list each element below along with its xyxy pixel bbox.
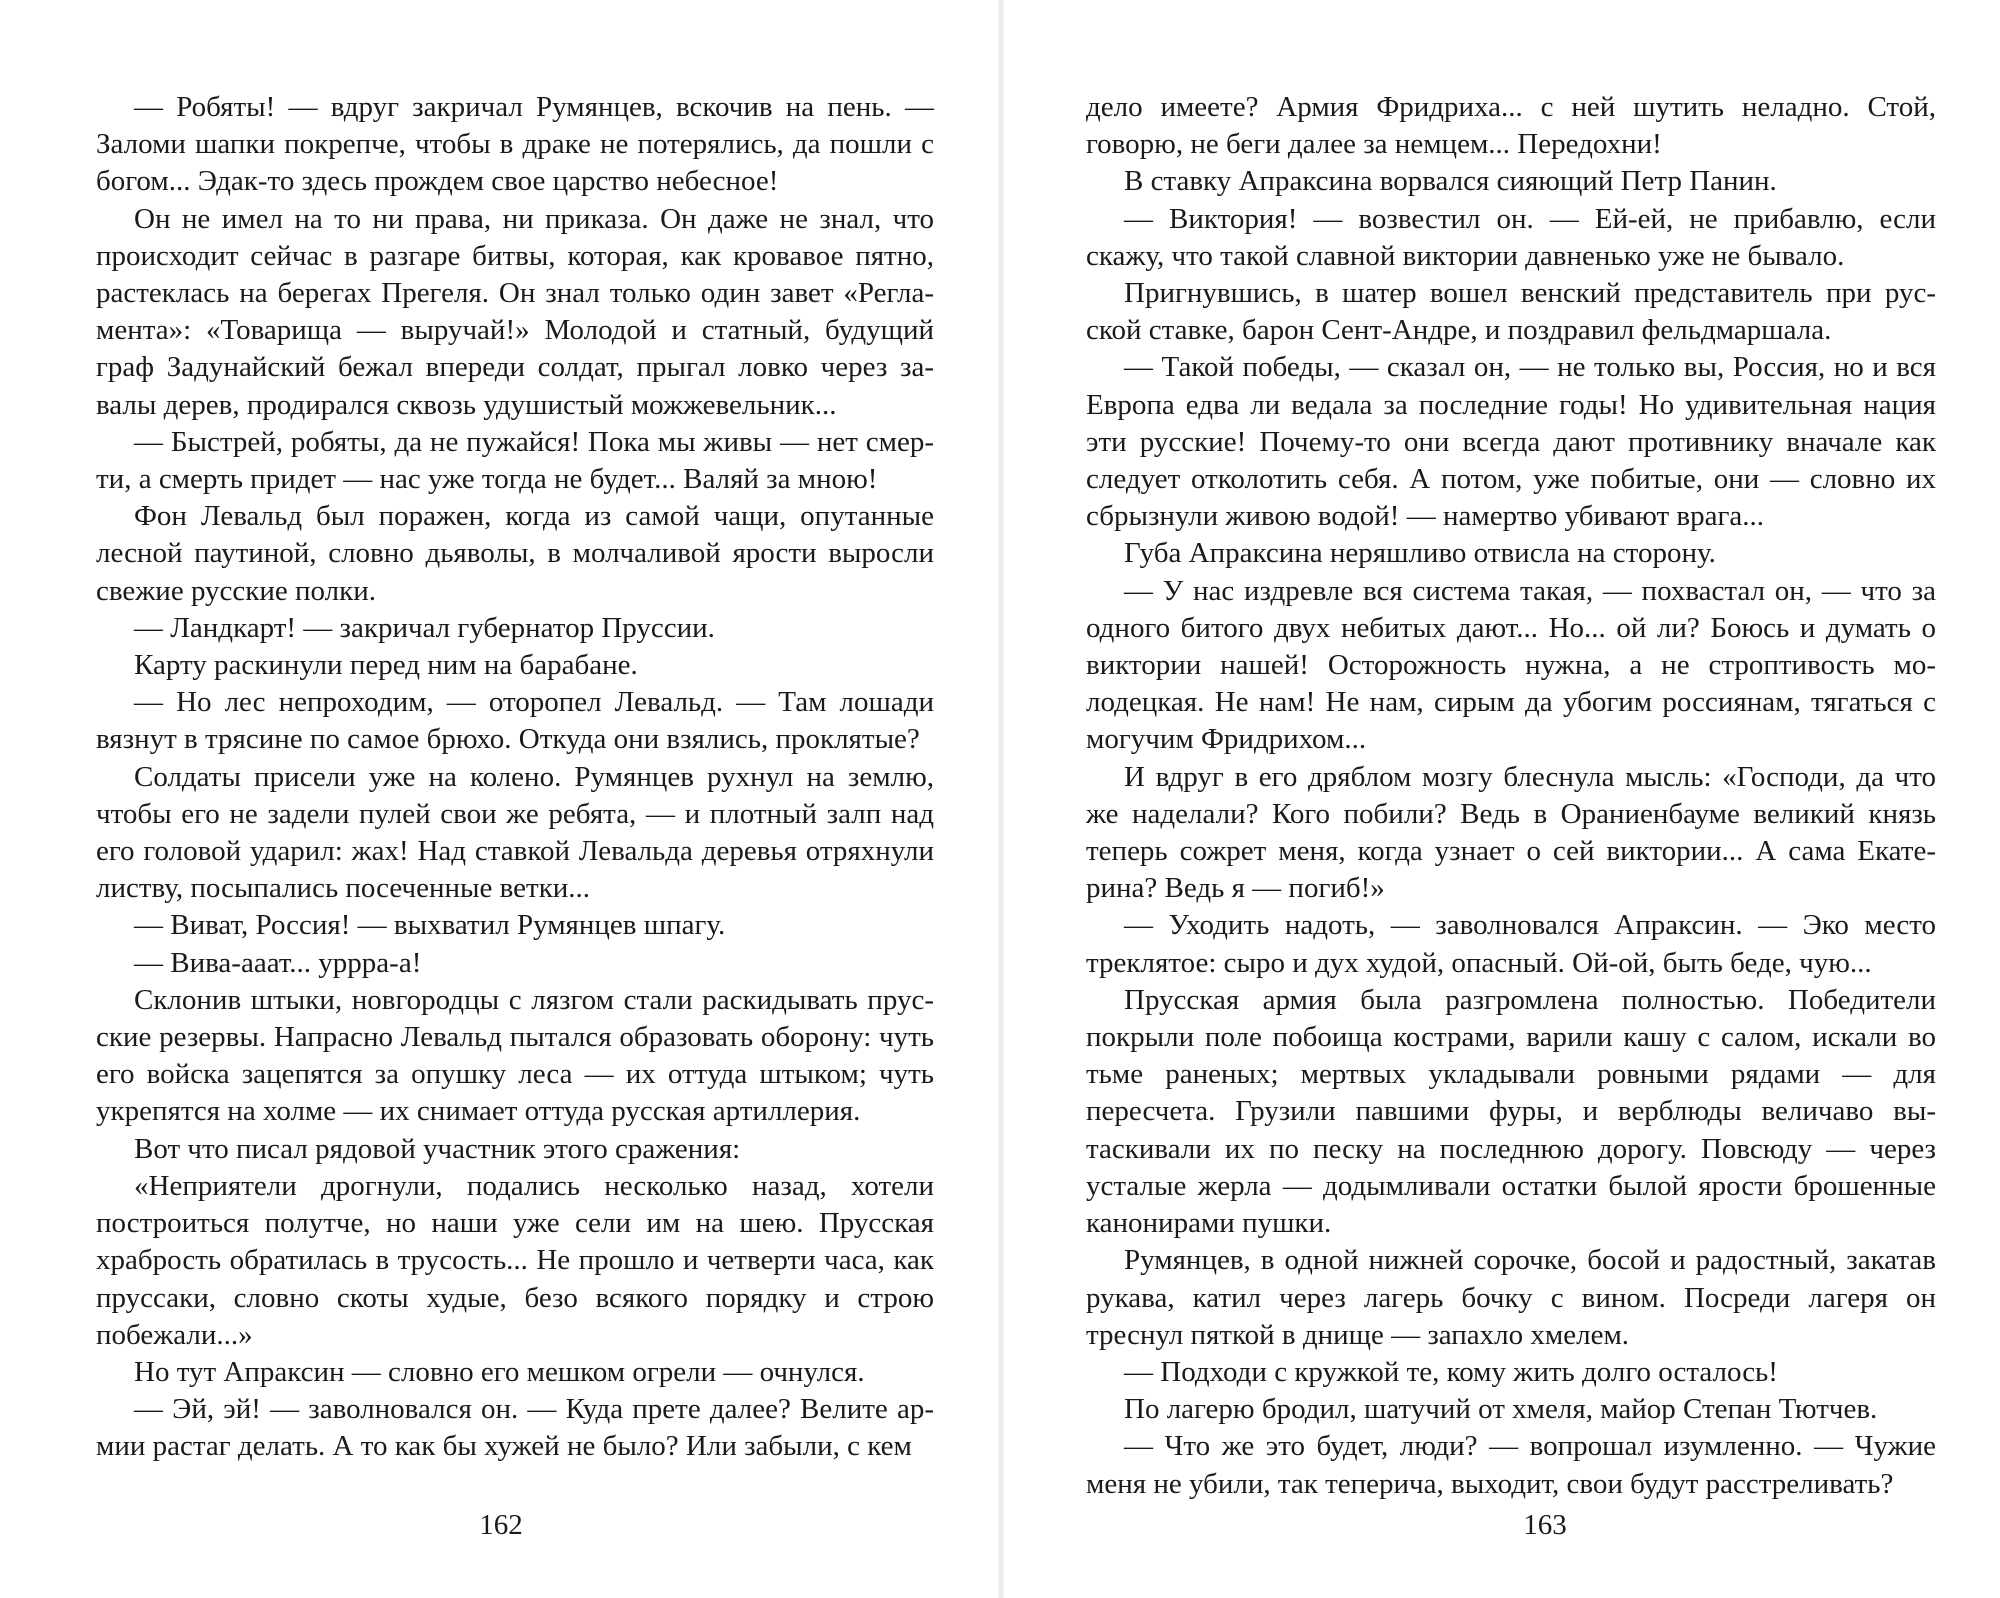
- paragraph: — Робяты! — вдруг закричал Румянцев, вскочив на пень. — Заломи шапки покрепче, чтобы в драке не потерялись, да пошли с богом... Эдак-то здесь прождем свое царство небесное!: [96, 91, 934, 198]
- paragraph: Он не имел на то ни права, ни приказа. Он даже не знал, что происходит сейчас в разгаре битвы, которая, как кровавое пятно, растеклась на берегах Прегеля. Он знал только один завет «Регламента»: «Товарища — выручай!» Молодой и статный, будущий граф Задунайский бежал впереди солдат, прыгал ловко через завалы дерев, продирался сквозь удушистый можжевельник...: [96, 202, 934, 421]
- paragraph: — У нас издревле вся система такая, — похвастал он, — что за одного битого двух небитых дают... Но... ой ли? Боюсь и думать о виктории нашей! Осторожность нужна, а не строптивость молодецкая. Не нам! Не нам, сирым да убогим россиянам, тягаться с могучим Фридрихом...: [1086, 574, 1936, 756]
- paragraph: — Такой победы, — сказал он, — не только вы, Россия, но и вся Европа едва ли ведала за последние годы! Но удивительная нация эти русские! Почему-то они всегда дают противнику вначале как следует отколотить себя. А потом, уже побитые, они — словно их сбрызнули живою водой! — намертво убивают врага...: [1086, 351, 1936, 533]
- paragraph: Вот что писал рядовой участник этого сражения:: [134, 1132, 741, 1165]
- paragraph: — Виват, Россия! — выхватил Румянцев шпагу.: [134, 909, 726, 942]
- paragraph: Карту раскинули перед ним на барабане.: [134, 649, 638, 682]
- paragraph: Пригнувшись, в шатер вошел венский представитель при русской ставке, барон Сент-Андре, и поздравил фельдмаршала.: [1086, 277, 1936, 347]
- right-page-text: [1086, 89, 1936, 1503]
- page-number-left: 162: [479, 1509, 523, 1541]
- paragraph-continued: дело имеете? Армия Фридриха... с ней шутить неладно. Стой, говорю, не беги далее за немцем... Передохни!: [1086, 91, 1936, 161]
- paragraph: Но тут Апраксин — словно его мешком огрели — очнулся.: [134, 1355, 865, 1388]
- paragraph: Склонив штыки, новгородцы с лязгом стали раскидывать прусские резервы. Напрасно Левальд пытался образовать оборону: чуть его войска зацепятся за опушку леса — их оттуда штыком; чуть укрепятся на холме — их снимает оттуда русская артиллерия.: [96, 983, 934, 1128]
- paragraph: Фон Левальд был поражен, когда из самой чащи, опутанные лесной паутиной, словно дьяволы, в молчаливой ярости выросли свежие русские полки.: [96, 500, 934, 607]
- paragraph: — Но лес непроходим, — оторопел Левальд. — Там лошади вязнут в трясине по самое брюхо. Откуда они взялись, проклятые?: [96, 686, 934, 756]
- paragraph: — Быстрей, робяты, да не пужайся! Пока мы живы — нет смерти, а смерть придет — нас уже тогда не будет... Валяй за мною!: [96, 425, 934, 496]
- paragraph: — Уходить надоть, — заволновался Апраксин. — Эко место треклятое: сыро и дух худой, опасный. Ой-ой, быть беде, чую...: [1086, 909, 1936, 979]
- left-page-text: [96, 89, 934, 1466]
- right-page: [1004, 0, 2000, 1598]
- paragraph: По лагерю бродил, шатучий от хмеля, майор Степан Тютчев.: [1124, 1393, 1878, 1426]
- paragraph: — Эй, эй! — заволновался он. — Куда прете далее? Велите армии растаг делать. А то как бы хужей не было? Или забыли, с кем: [96, 1393, 934, 1463]
- paragraph: Солдаты присели уже на колено. Румянцев рухнул на землю, чтобы его не задели пулей свои же ребята, — и плотный залп над его головой ударил: жах! Над ставкой Левальда деревья отряхнули листву, посыпались посеченные ветки...: [96, 760, 934, 905]
- quote-paragraph: «Неприятели дрогнули, подались несколько назад, хотели построиться полутче, но наши уже сели им на шею. Прусская храбрость обратилась в трусость... Не прошло и четверти часа, как пруссаки, словно скоты худые, безо всякого порядку и строю побежали...»: [96, 1169, 934, 1351]
- paragraph: — Виктория! — возвестил он. — Ей-ей, не прибавлю, если скажу, что такой славной виктории давненько уже не бывало.: [1086, 202, 1936, 272]
- left-page: [0, 0, 998, 1598]
- paragraph: — Подходи с кружкой те, кому жить долго осталось!: [1124, 1355, 1778, 1388]
- paragraph: И вдруг в его дряблом мозгу блеснула мысль: «Господи, да что же наделали? Кого побили? Ведь в Ораниенбауме великий князь теперь сожрет меня, когда узнает о сей виктории... А сама Екатерина? Ведь я — погиб!»: [1086, 760, 1936, 905]
- paragraph: Губа Апраксина неряшливо отвисла на сторону.: [1124, 537, 1716, 570]
- paragraph: Прусская армия была разгромлена полностью. Победители покрыли поле побоища кострами, варили кашу с салом, искали во тьме раненых; мертвых укладывали ровными рядами — для пересчета. Грузили павшими фуры, и верблюды величаво вытаскивали их по песку на последнюю дорогу. Повсюду — через усталые жерла — додымливали остатки былой ярости брошенные канонирами пушки.: [1086, 983, 1936, 1240]
- paragraph: — Что же это будет, люди? — вопрошал изумленно. — Чужие меня не убили, так теперича, выходит, свои будут расстреливать?: [1086, 1430, 1936, 1500]
- paragraph: В ставку Апраксина ворвался сияющий Петр Панин.: [1124, 165, 1777, 198]
- paragraph: — Ландкарт! — закричал губернатор Пруссии.: [134, 611, 715, 644]
- paragraph: — Вива-ааат... урррa-а!: [134, 946, 422, 979]
- page-number-right: 163: [1523, 1509, 1567, 1541]
- paragraph: Румянцев, в одной нижней сорочке, босой и радостный, закатав рукава, катил через лагерь бочку с вином. Посреди лагеря он треснул пяткой в днище — запахло хмелем.: [1086, 1244, 1936, 1351]
